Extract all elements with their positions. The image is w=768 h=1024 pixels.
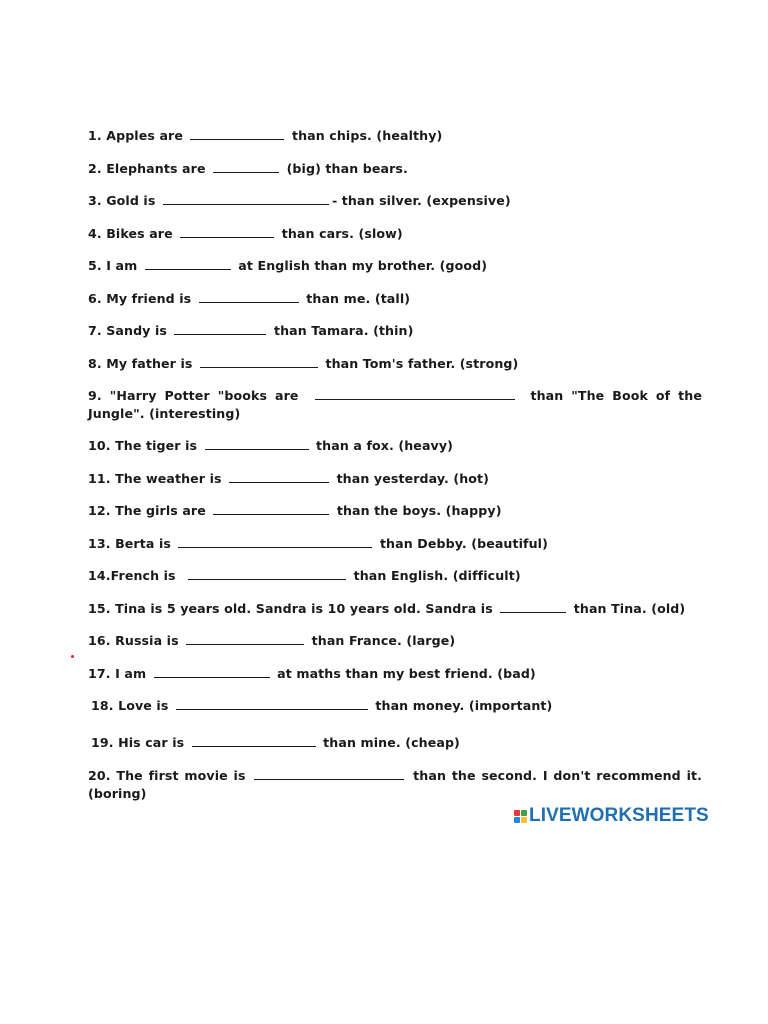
exercise-text: 16. Russia is: [88, 633, 184, 648]
liveworksheets-logo[interactable]: [514, 804, 709, 828]
exercise-text: than chips. (healthy): [287, 128, 443, 143]
exercise-item-9: [88, 384, 702, 434]
exercise-text: - than silver. (expensive): [331, 193, 511, 208]
exercise-text: than yesterday. (hot): [332, 470, 490, 486]
exercise-text: 18. Love is: [91, 698, 173, 713]
answer-blank[interactable]: [186, 631, 304, 645]
answer-blank[interactable]: [315, 386, 515, 400]
exercise-text: at English than my brother. (good): [233, 258, 488, 273]
exercise-text: 15. Tina is 5 years old. Sandra is 10 years old. Sandra is: [88, 600, 498, 616]
answer-blank[interactable]: [180, 224, 274, 238]
exercise-item-16: [88, 629, 702, 662]
answer-blank[interactable]: [229, 469, 329, 483]
exercise-item-18: [88, 694, 702, 731]
exercise-item-13: [88, 532, 702, 565]
exercise-text: 13. Berta is: [88, 535, 176, 551]
exercise-item-19: [88, 731, 702, 764]
exercise-text: 7. Sandy is: [88, 323, 172, 338]
exercise-text: 20. The first movie is: [88, 767, 252, 783]
answer-blank[interactable]: [192, 733, 316, 747]
exercise-text: than English. (difficult): [349, 568, 521, 583]
exercise-item-1: [88, 124, 702, 157]
answer-blank[interactable]: [163, 191, 329, 205]
exercise-text: 11. The weather is: [88, 470, 227, 486]
exercise-text: than the second. I don't recommend it. (boring): [88, 767, 702, 801]
exercise-text: 12. The girls are: [88, 503, 211, 518]
answer-blank[interactable]: [190, 126, 284, 140]
exercise-text: 9. "Harry Potter "books are: [88, 388, 307, 403]
answer-blank[interactable]: [174, 321, 266, 335]
exercise-text: 5. I am: [88, 258, 142, 273]
answer-blank[interactable]: [200, 354, 318, 368]
exercise-item-4: [88, 222, 702, 255]
exercise-text: at maths than my best friend. (bad): [272, 665, 536, 681]
exercise-text: than mine. (cheap): [318, 735, 460, 750]
exercise-text: than cars. (slow): [277, 225, 403, 241]
exercise-item-14: [88, 564, 702, 597]
exercise-item-7: [88, 319, 702, 352]
exercise-text: than France. (large): [307, 633, 456, 648]
exercise-text: than Tina. (old): [569, 600, 686, 616]
exercise-text: 17. I am: [88, 665, 151, 681]
answer-blank[interactable]: [154, 664, 270, 678]
brand-name: LIVEWORKSHEETS: [529, 805, 709, 826]
exercise-item-5: [88, 254, 702, 287]
exercise-text: 10. The tiger is: [88, 438, 202, 453]
answer-blank[interactable]: [145, 256, 231, 270]
exercise-text: than Debby. (beautiful): [375, 535, 548, 551]
exercise-text: than the boys. (happy): [332, 503, 502, 518]
exercise-text: than Tom's father. (strong): [320, 355, 519, 371]
exercise-text: (big) than bears.: [282, 160, 408, 176]
exercise-text: than "The Book of the Jungle". (interesting): [88, 388, 702, 421]
exercise-item-11: [88, 467, 702, 500]
exercise-text: than a fox. (heavy): [311, 438, 454, 453]
exercise-text: than Tamara. (thin): [269, 323, 414, 338]
exercise-text: 4. Bikes are: [88, 225, 178, 241]
exercise-text: 14.French is: [88, 568, 181, 583]
exercise-item-15: [88, 597, 702, 630]
exercise-text: 19. His car is: [91, 735, 189, 750]
stray-red-dot: [71, 655, 74, 658]
answer-blank[interactable]: [213, 159, 279, 173]
exercise-item-8: [88, 352, 702, 385]
exercise-text: than money. (important): [370, 698, 553, 713]
exercise-text: 1. Apples are: [88, 128, 188, 143]
exercise-text: 6. My friend is: [88, 290, 196, 306]
answer-blank[interactable]: [178, 534, 372, 548]
exercise-item-3: [88, 189, 702, 222]
exercise-item-10: [88, 434, 702, 467]
exercise-list: [88, 124, 702, 814]
exercise-item-12: [88, 499, 702, 532]
answer-blank[interactable]: [205, 436, 309, 450]
exercise-item-17: [88, 662, 702, 695]
exercise-text: 2. Elephants are: [88, 160, 211, 176]
exercise-item-6: [88, 287, 702, 320]
answer-blank[interactable]: [199, 289, 299, 303]
exercise-text: than me. (tall): [301, 290, 411, 306]
exercise-text: 8. My father is: [88, 355, 197, 371]
answer-blank[interactable]: [213, 501, 329, 515]
exercise-text: 3. Gold is: [88, 193, 160, 208]
exercise-item-2: [88, 157, 702, 190]
answer-blank[interactable]: [254, 766, 404, 780]
answer-blank[interactable]: [500, 599, 566, 613]
answer-blank[interactable]: [176, 696, 368, 710]
answer-blank[interactable]: [188, 566, 346, 580]
liveworksheets-logo-icon: [514, 810, 527, 823]
